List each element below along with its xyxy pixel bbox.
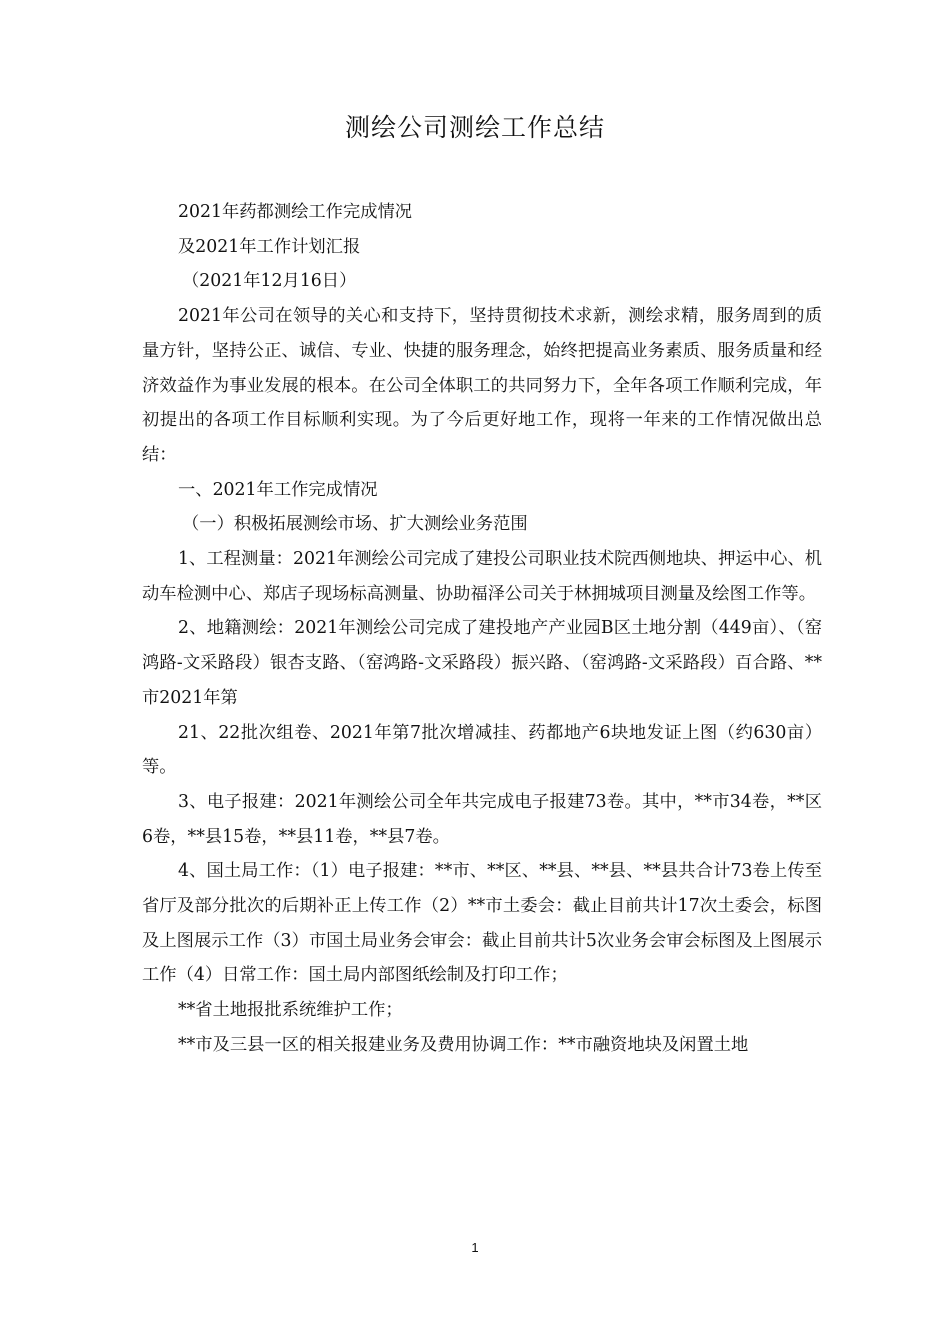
paragraph-subtitle-2: 及2021年工作计划汇报 xyxy=(178,236,361,257)
subsection-heading-1: （一）积极拓展测绘市场、扩大测绘业务范围 xyxy=(182,514,528,535)
paragraph-land-bureau: 4、国土局工作：（1）电子报建：**市、**区、**县、**县、**县共合计73卷上传至省厅及部分批次的后期补正上传工作（2）**市土委会：截止目前共计17次土委会，标图及上图展示工作（3）市国土局业务会审会：截止目前共计5次业务会审会标图及上图展示工作（4）日常工作：国土局内部图纸绘制及打印工作； xyxy=(142,861,822,986)
paragraph-system-maintenance: **省土地报批系统维护工作； xyxy=(178,1000,403,1021)
document-title: 测绘公司测绘工作总结 xyxy=(344,113,605,142)
paragraph-electronic-filing: 3、电子报建：2021年测绘公司全年共完成电子报建73卷。其中，**市34卷，**区6卷，**县15卷，**县11卷，**县7卷。 xyxy=(142,791,822,847)
paragraph-engineering-survey: 1、工程测量：2021年测绘公司完成了建投公司职业技术院西侧地块、押运中心、机动车检测中心、郑店子现场标高测量、协助福泽公司关于林拥城项目测量及绘图工作等。 xyxy=(142,549,822,604)
paragraph-subtitle-1: 2021年药都测绘工作完成情况 xyxy=(178,202,413,222)
document-body xyxy=(142,195,822,1063)
paragraph-intro: 2021年公司在领导的关心和支持下，坚持贯彻技术求新，测绘求精，服务周到的质量方针，坚持公正、诚信、专业、快捷的服务理念，始终把提高业务素质、服务质量和经济效益作为事业发展的根本。在公司全体职工的共同努力下，全年各项工作顺利完成，年初提出的各项工作目标顺利实现。为了今后更好地工作，现将一年来的工作情况做出总结： xyxy=(142,306,822,465)
paragraph-cadastral-continued: 21、22批次组卷、2021年第7批次增减挂、药都地产6块地发证上图（约630亩）等。 xyxy=(142,722,822,778)
paragraph-coordination: **市及三县一区的相关报建业务及费用协调工作：**市融资地块及闲置土地 xyxy=(178,1034,749,1055)
section-heading-1: 一、2021年工作完成情况 xyxy=(178,479,378,500)
page-number: 1 xyxy=(471,1240,479,1255)
paragraph-cadastral-survey: 2、地籍测绘：2021年测绘公司完成了建投地产产业园B区土地分割（449亩）、（窑鸿路-文采路段）银杏支路、（窑鸿路-文采路段）振兴路、（窑鸿路-文采路段）百合路、**市2021年第 xyxy=(142,618,822,708)
paragraph-date: （2021年12月16日） xyxy=(182,271,357,292)
